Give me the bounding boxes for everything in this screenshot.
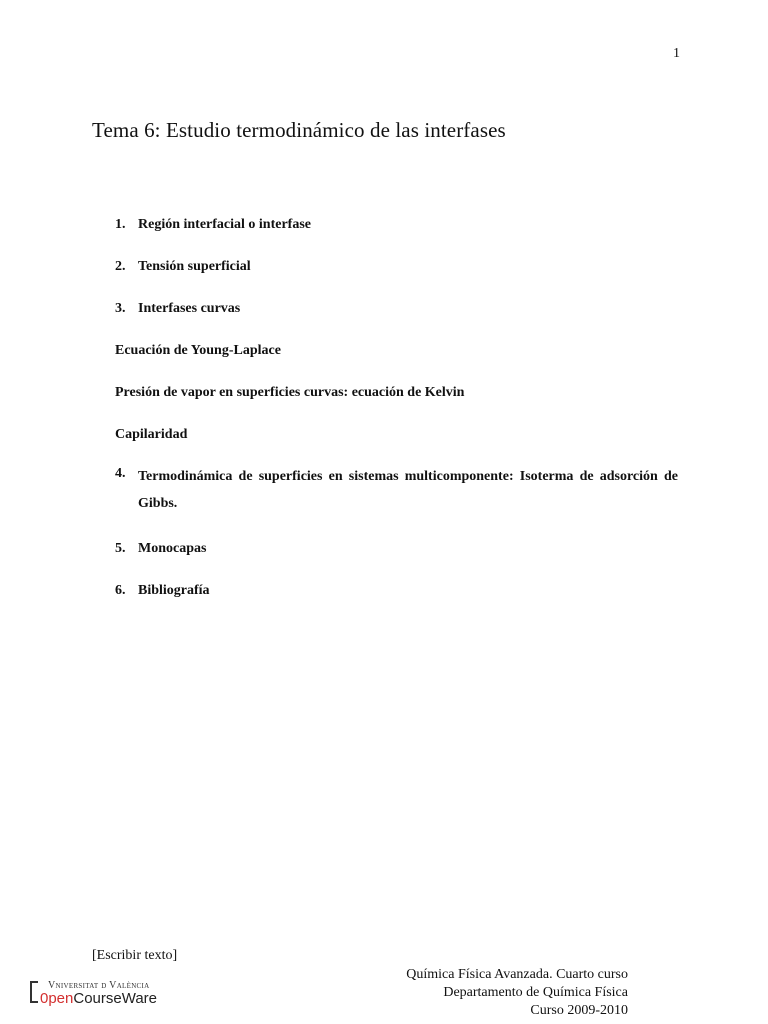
toc-item-text: Ecuación de Young-Laplace (115, 343, 281, 358)
toc-item-1 (115, 214, 678, 235)
toc-item-text: Termodinámica de superficies en sistemas multicomponente: Isoterma de adsorción de Gibbs. (138, 469, 678, 511)
toc-item-5 (115, 538, 678, 559)
toc-item-3 (115, 298, 678, 319)
toc-item-number: 6. (115, 583, 126, 598)
toc-item-text: Interfases curvas (138, 301, 241, 316)
logo-opencourseware-text (40, 990, 157, 1007)
toc-item-number: 5. (115, 541, 126, 556)
footer-line-course: Química Física Avanzada. Cuarto curso (406, 967, 628, 982)
opencourseware-logo (30, 978, 180, 1010)
toc-item-text: Presión de vapor en superficies curvas: ecuación de Kelvin (115, 385, 465, 400)
footer-line-department: Departamento de Química Física (443, 985, 628, 1000)
logo-courseware-text: CourseWare (73, 990, 158, 1007)
logo-university-text: Vniversitat d València (48, 980, 150, 991)
toc-subitem-capilaridad (115, 424, 678, 445)
toc-item-6 (115, 580, 678, 601)
page-title: Tema 6: Estudio termodinámico de las interfases (92, 118, 506, 142)
toc-item-2 (115, 256, 678, 277)
logo-bracket-icon (30, 981, 38, 1003)
footer-course-info (406, 966, 628, 1020)
toc-item-text: Monocapas (138, 541, 207, 556)
table-of-contents (115, 214, 678, 622)
toc-item-number: 1. (115, 217, 126, 232)
page-number: 1 (673, 46, 680, 61)
toc-item-number: 3. (115, 301, 126, 316)
toc-item-text: Bibliografía (138, 583, 210, 598)
toc-item-4 (115, 463, 678, 517)
toc-item-number: 4. (115, 466, 126, 481)
toc-item-text: Capilaridad (115, 427, 188, 442)
toc-item-text: Tensión superficial (138, 259, 251, 274)
toc-item-text: Región interfacial o interfase (138, 217, 312, 232)
toc-item-number: 2. (115, 259, 126, 274)
toc-subitem-young-laplace (115, 340, 678, 361)
footer-line-year: Curso 2009-2010 (530, 1003, 628, 1018)
toc-subitem-kelvin (115, 382, 678, 403)
logo-open-text: 0pen (40, 990, 74, 1007)
footer-placeholder-text[interactable]: [Escribir texto] (92, 948, 178, 963)
